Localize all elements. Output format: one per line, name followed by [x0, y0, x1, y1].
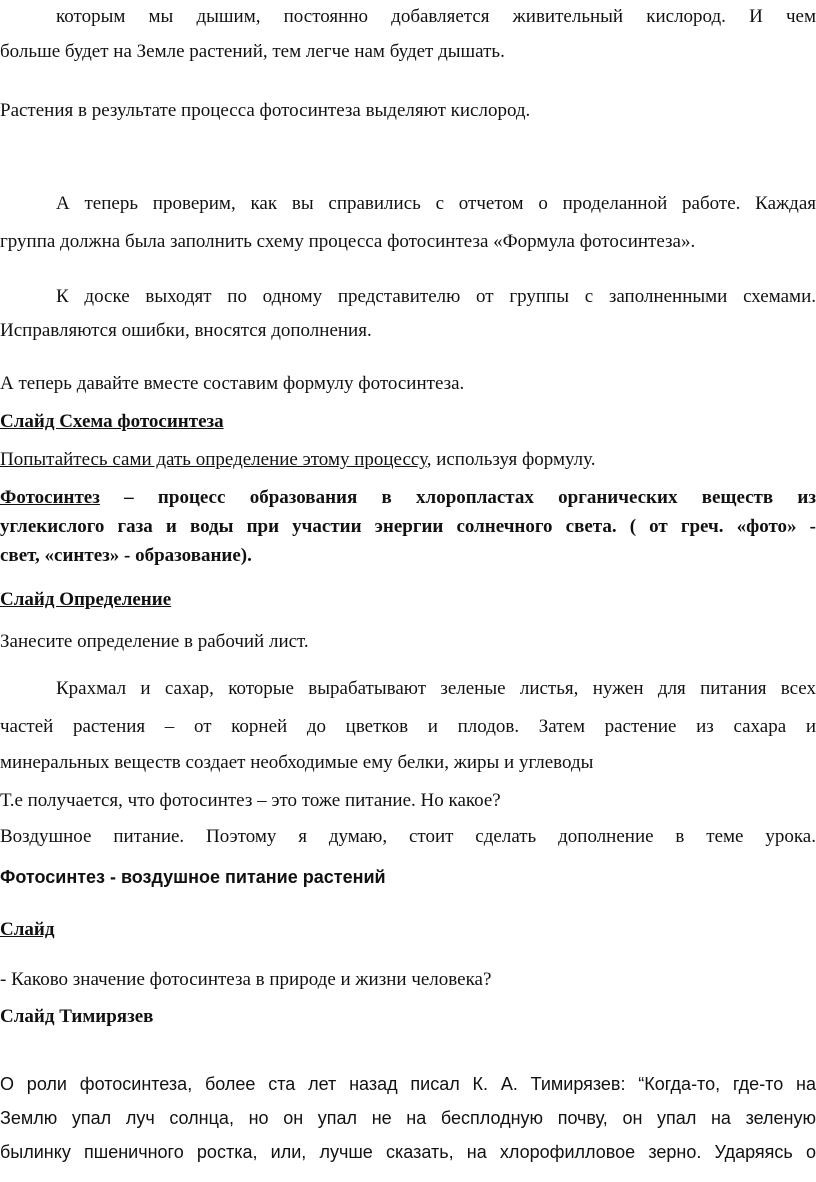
paragraph-4-line-1: К доске выходят по одному представителю от группы с заполненными схемами.: [56, 286, 816, 307]
definition-line-1: [0, 483, 816, 513]
slide-heading-definition: Слайд Определение: [0, 589, 172, 610]
quote-line-1: О роли фотосинтеза, более ста лет назад писал К. А. Тимирязев: “Когда-то, где-то на: [0, 1074, 816, 1094]
paragraph-8-line-3: минеральных веществ создает необходимые ему белки, жиры и углеводы: [0, 752, 594, 773]
paragraph-8-line-1: Крахмал и сахар, которые вырабатывают зеленые листья, нужен для питания всех: [56, 678, 816, 699]
slide-heading-scheme: Слайд Схема фотосинтеза: [0, 411, 224, 432]
paragraph-11-topic: Фотосинтез - воздушное питание растений: [0, 867, 386, 887]
paragraph-7: Занесите определение в рабочий лист.: [0, 631, 309, 652]
quote-line-3: былинку пшеничного ростка, или, лучше сказать, на хлорофилловое зерно. Ударяясь о: [0, 1142, 816, 1162]
paragraph-5: А теперь давайте вместе составим формулу фотосинтеза.: [0, 373, 465, 394]
paragraph-9: Т.е получается, что фотосинтез – это тоже питание. Но какое?: [0, 790, 501, 811]
paragraph-1-line-2: больше будет на Земле растений, тем легче нам будет дышать.: [0, 41, 505, 62]
slide-heading-timiryazev: Слайд Тимирязев: [0, 1006, 154, 1027]
definition-line-3: свет, «синтез» - образование).: [0, 545, 252, 566]
definition-line-1-rest: – процесс образования в хлоропластах органических веществ из: [99, 487, 816, 508]
paragraph-6-rest: , используя формулу.: [426, 449, 596, 470]
definition-line-2: углекислого газа и воды при участии энергии солнечного света. ( от греч. «фото» -: [0, 516, 816, 537]
paragraph-12-question: - Каково значение фотосинтеза в природе и жизни человека?: [0, 969, 492, 990]
paragraph-1-line-1: которым мы дышим, постоянно добавляется живительный кислород. И чем: [56, 6, 816, 27]
quote-line-2: Землю упал луч солнца, но он упал не на бесплодную почву, он упал на зеленую: [0, 1108, 816, 1128]
paragraph-3-line-1: А теперь проверим, как вы справились с отчетом о проделанной работе. Каждая: [56, 193, 816, 214]
paragraph-2: Растения в результате процесса фотосинтеза выделяют кислород.: [0, 100, 531, 121]
paragraph-6-underlined: Попытайтесь сами дать определение этому процессу: [0, 449, 427, 470]
paragraph-8-line-2: частей растения – от корней до цветков и плодов. Затем растение из сахара и: [0, 716, 816, 737]
paragraph-10: Воздушное питание. Поэтому я думаю, стоит сделать дополнение в теме урока.: [0, 826, 816, 847]
paragraph-6: [0, 445, 816, 475]
definition-term: Фотосинтез: [0, 487, 100, 508]
slide-heading: Слайд: [0, 919, 55, 940]
paragraph-4-line-2: Исправляются ошибки, вносятся дополнения.: [0, 320, 372, 341]
paragraph-3-line-2: группа должна была заполнить схему процесса фотосинтеза «Формула фотосинтеза».: [0, 231, 696, 252]
